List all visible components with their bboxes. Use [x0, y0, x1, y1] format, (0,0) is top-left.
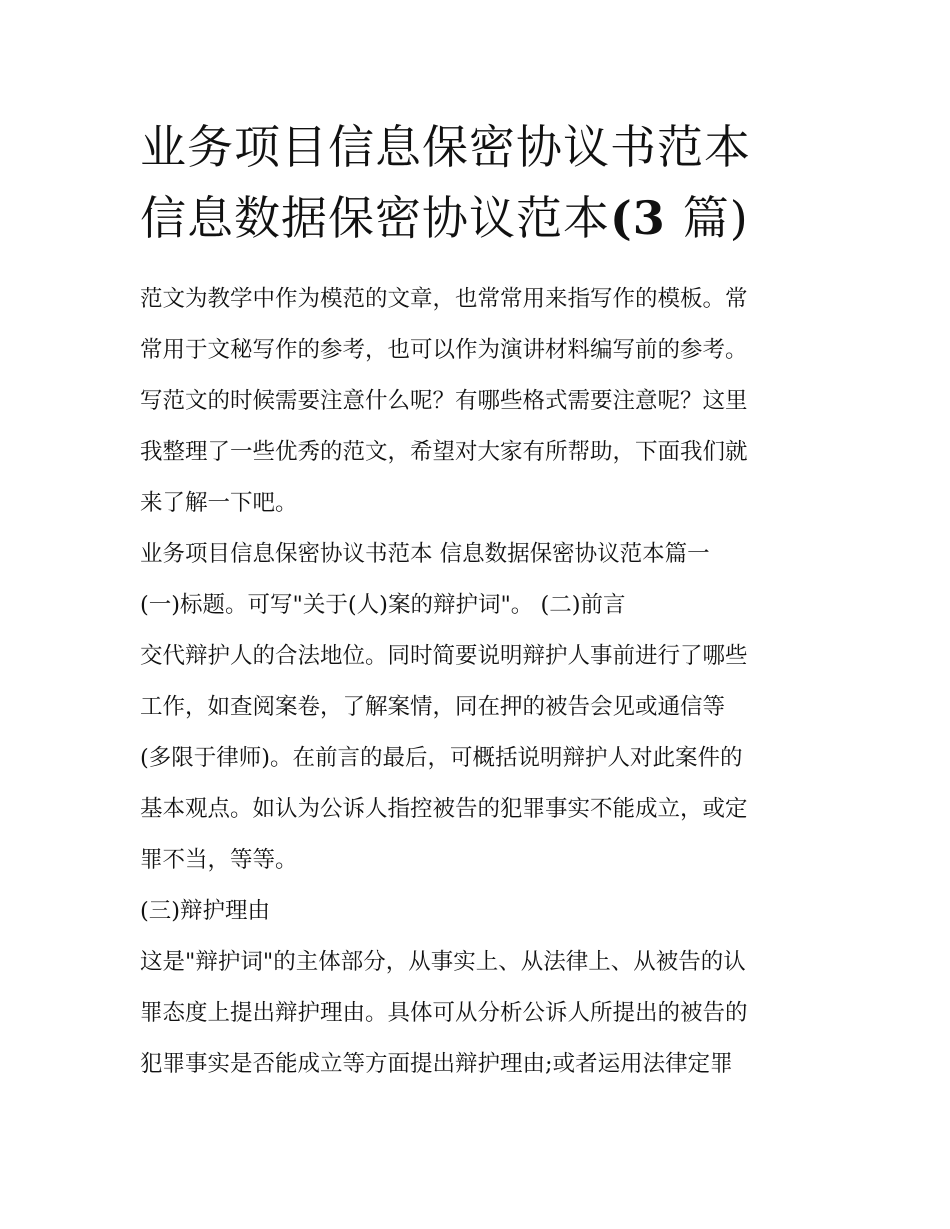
paragraph-line: 工作，如查阅案卷，了解案情，同在押的被告会见或通信等 [140, 694, 726, 720]
paragraph-line: 我整理了一些优秀的范文，希望对大家有所帮助，下面我们就 [140, 439, 748, 465]
paragraph-line: 写范文的时候需要注意什么呢？有哪些格式需要注意呢？这里 [140, 388, 748, 414]
section-heading: 业务项目信息保密协议书范本 信息数据保密协议范本篇一 [140, 541, 710, 567]
paragraph-line: 罪不当，等等。 [140, 847, 298, 873]
title-count: (3 [610, 191, 683, 245]
paragraph-line: 常用于文秘写作的参考，也可以作为演讲材料编写前的参考。 [140, 337, 748, 363]
title-line-2 [140, 191, 749, 245]
title-line-1: 业务项目信息保密协议书范本 [140, 120, 751, 174]
paragraph-line: 交代辩护人的合法地位。同时简要说明辩护人事前进行了哪些 [140, 643, 748, 669]
paragraph-line: (三)辩护理由 [140, 898, 271, 924]
paragraph-line: 范文为教学中作为模范的文章，也常常用来指写作的模板。常 [140, 286, 748, 312]
paragraph-line: 罪态度上提出辩护理由。具体可从分析公诉人所提出的被告的 [140, 1000, 748, 1026]
paragraph-line: 这是"辩护词"的主体部分，从事实上、从法律上、从被告的认 [140, 949, 746, 975]
paragraph-line: 基本观点。如认为公诉人指控被告的犯罪事实不能成立，或定 [140, 796, 748, 822]
paragraph-line: 来了解一下吧。 [140, 490, 298, 516]
title-line-2-text: 信息数据保密协议范本 [140, 191, 610, 245]
paragraph-line: (一)标题。可写"关于(人)案的辩护词"。 (二)前言 [140, 592, 626, 618]
paragraph-line: 犯罪事实是否能成立等方面提出辩护理由;或者运用法律定罪 [140, 1051, 733, 1077]
document-title [140, 112, 830, 254]
title-line-2-suffix: 篇) [682, 191, 749, 245]
paragraph-line: (多限于律师)。在前言的最后，可概括说明辩护人对此案件的 [140, 745, 743, 771]
